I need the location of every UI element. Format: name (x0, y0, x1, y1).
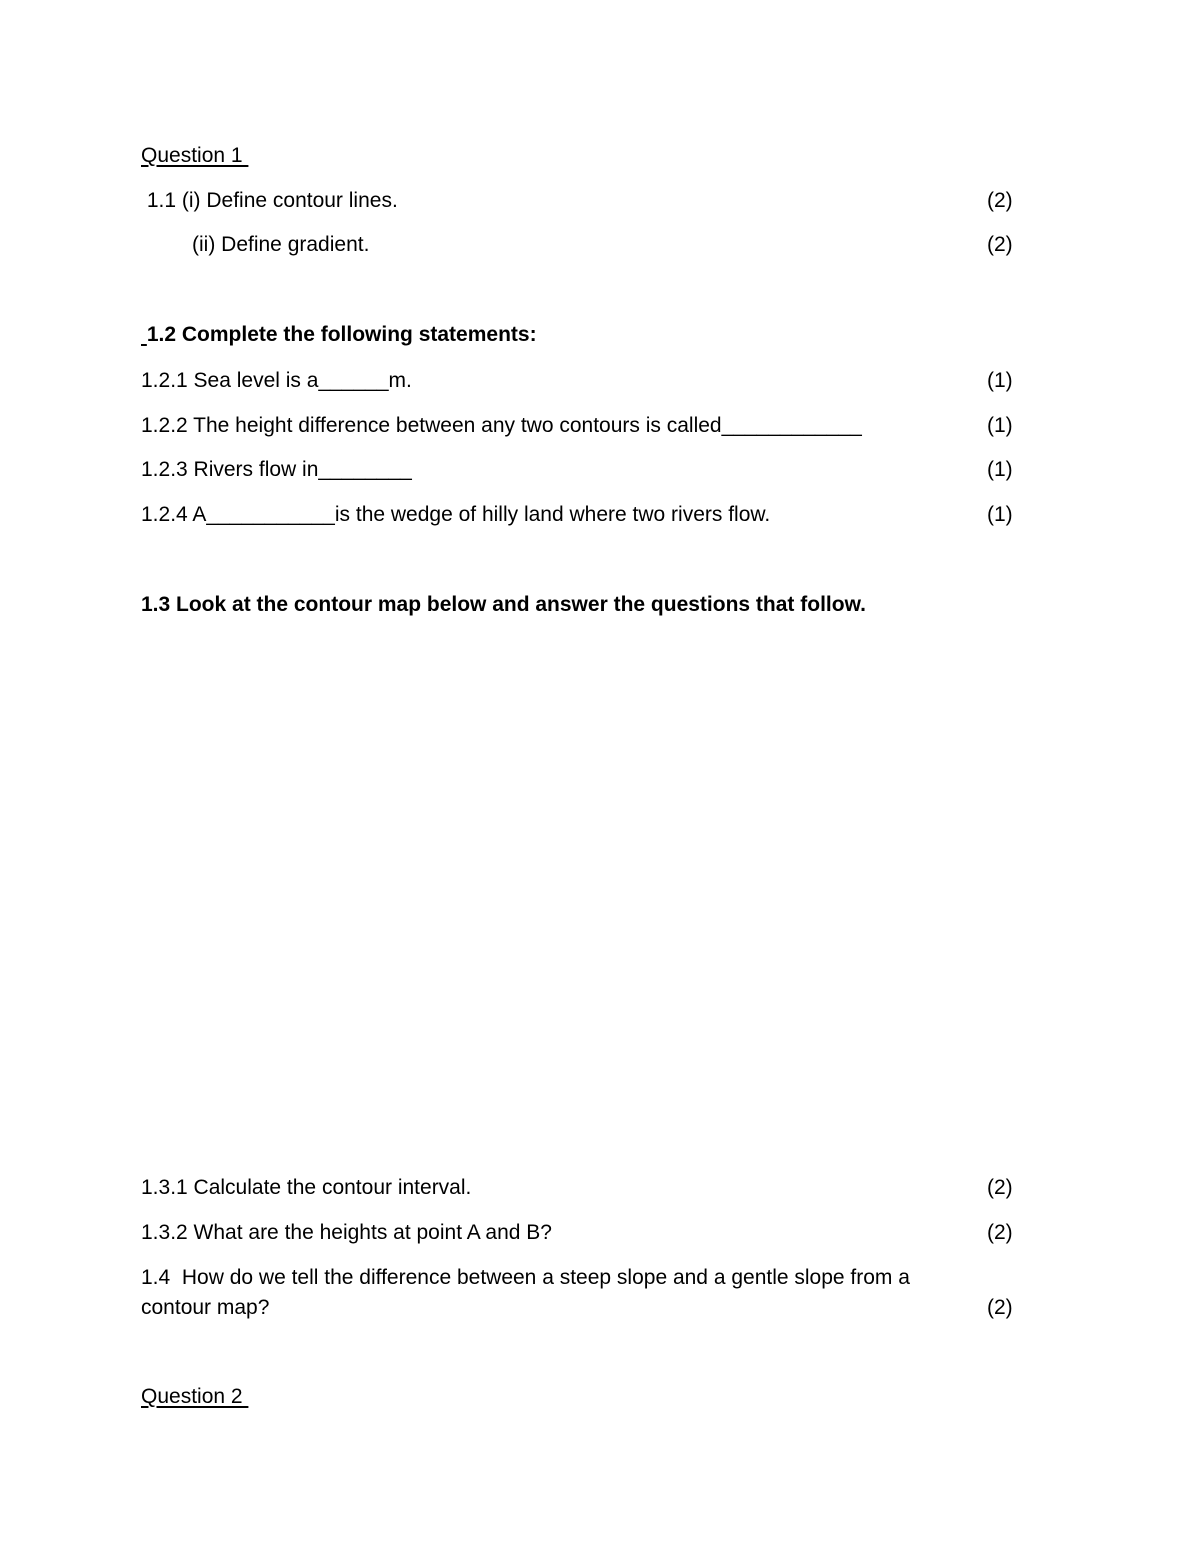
section-1-3-heading: 1.3 Look at the contour map below and answer the questions that follow. (141, 593, 866, 616)
contour-map-area (141, 640, 1021, 1160)
item-1-1-i-marks: (2) (987, 189, 1013, 212)
item-1-3-2-marks: (2) (987, 1221, 1013, 1244)
item-1-2-2-text: 1.2.2 The height difference between any two contours is called____________ (141, 414, 862, 437)
item-1-3-1-text: 1.3.1 Calculate the contour interval. (141, 1176, 472, 1199)
item-1-2-1-marks: (1) (987, 369, 1013, 392)
item-1-2-1-text: 1.2.1 Sea level is a______m. (141, 369, 412, 392)
section-1-2-heading-text: 1.2 Complete the following statements: (146, 323, 537, 346)
item-1-4-line-1: 1.4 How do we tell the difference between a steep slope and a gentle slope from a (141, 1266, 910, 1289)
question-1-heading: Question 1 (141, 144, 249, 167)
item-1-2-4-marks: (1) (987, 503, 1013, 526)
item-1-2-4-text: 1.2.4 A___________is the wedge of hilly land where two rivers flow. (141, 503, 771, 526)
item-1-1-ii-text: (ii) Define gradient. (192, 233, 370, 256)
item-1-2-3-text: 1.2.3 Rivers flow in________ (141, 458, 412, 481)
item-1-3-1-marks: (2) (987, 1176, 1013, 1199)
item-1-1-ii-marks: (2) (987, 233, 1013, 256)
item-1-1-i-text: 1.1 (i) Define contour lines. (141, 189, 398, 212)
item-1-4-line-2: contour map? (141, 1296, 270, 1319)
item-1-2-3-marks: (1) (987, 458, 1013, 481)
item-1-2-2-marks: (1) (987, 414, 1013, 437)
item-1-4-marks: (2) (987, 1296, 1013, 1319)
question-2-heading: Question 2 (141, 1385, 249, 1408)
item-1-3-2-text: 1.3.2 What are the heights at point A and B? (141, 1221, 552, 1244)
section-1-2-heading (141, 322, 537, 348)
